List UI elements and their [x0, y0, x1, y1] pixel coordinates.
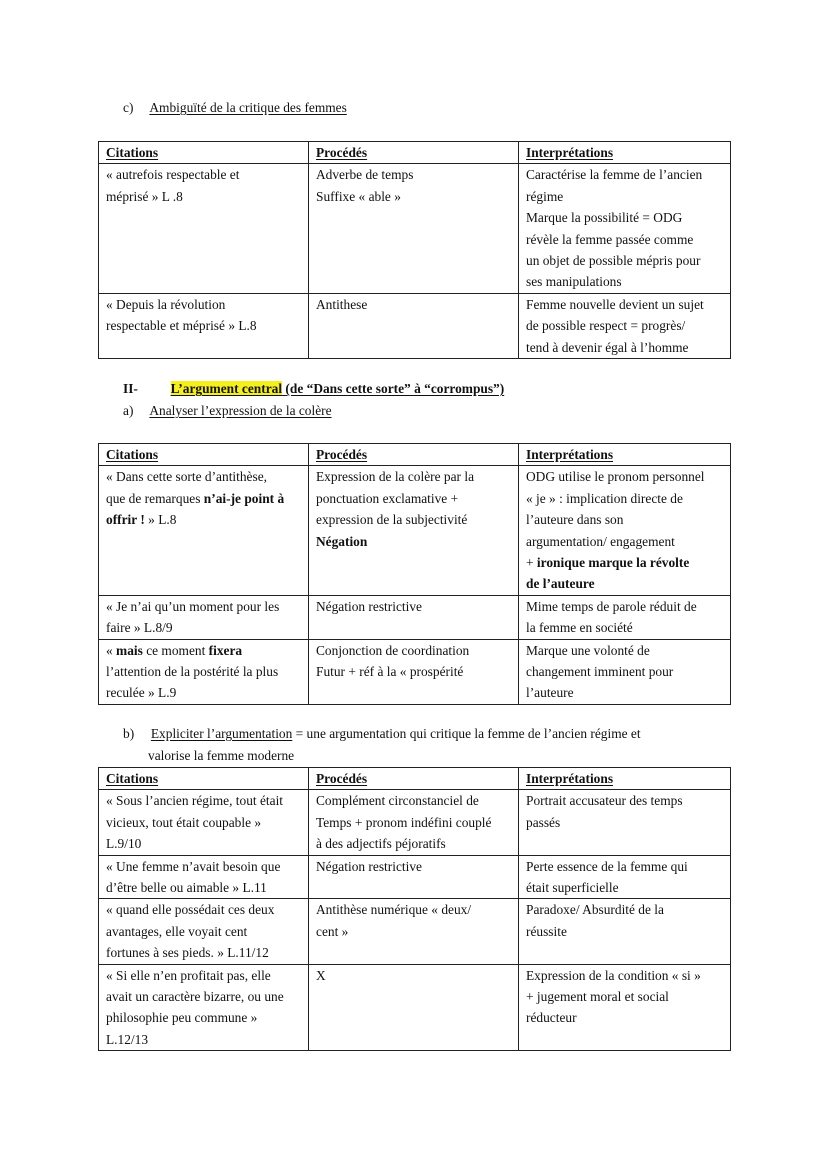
cell-line: révèle la femme passée comme	[526, 231, 694, 247]
cell-line: Suffixe « able »	[316, 188, 401, 204]
cell-interpretation	[519, 964, 731, 1051]
cell-citation	[99, 639, 309, 704]
cell-line: Mime temps de parole réduit de	[526, 598, 697, 614]
section-c-letter: c)	[123, 100, 134, 115]
cell-line: expression de la subjectivité	[316, 512, 468, 528]
section-b-title: Expliciter l’argumentation	[150, 726, 293, 741]
cell-line: X	[316, 967, 326, 983]
cell-line: l’auteure dans son	[526, 512, 624, 528]
cell-procede	[309, 964, 519, 1051]
cell-line: passés	[526, 814, 561, 830]
cell-line: Perte essence de la femme qui	[526, 858, 688, 874]
table-argumentation	[98, 767, 731, 1051]
cell-citation	[99, 595, 309, 639]
cell-line: « Sous l’ancien régime, tout était	[106, 793, 284, 809]
cell-interpretation	[519, 790, 731, 855]
table-row	[99, 964, 731, 1051]
header-citations: Citations	[99, 768, 309, 790]
cell-line: de possible respect = progrès/	[526, 318, 686, 334]
cell-line: Conjonction de coordination	[316, 642, 470, 658]
table-row	[99, 466, 731, 595]
section-II-title-highlight: L’argument central	[170, 381, 283, 396]
cell-line: + ironique marque la révolte	[526, 555, 690, 571]
cell-line: offrir ! » L.8	[106, 512, 177, 528]
section-a-letter: a)	[123, 403, 134, 418]
cell-line: Femme nouvelle devient un sujet	[526, 296, 704, 312]
cell-line: la femme en société	[526, 620, 633, 636]
section-b-rest: = une argumentation qui critique la femme de l’ancien régime et	[292, 726, 641, 741]
section-II-title-rest: (de “Dans cette sorte” à “corrompus”)	[285, 381, 505, 396]
cell-line: L.12/13	[106, 1031, 149, 1047]
header-interpretations: Interprétations	[519, 142, 731, 164]
cell-line: argumentation/ engagement	[526, 533, 675, 549]
section-b-heading-line2: valorise la femme moderne	[148, 748, 295, 763]
cell-procede	[309, 639, 519, 704]
cell-line: faire » L.8/9	[106, 620, 173, 636]
section-b-heading	[123, 723, 641, 744]
table-ambiguite	[98, 141, 731, 359]
cell-procede	[309, 899, 519, 964]
cell-line: reculée » L.9	[106, 685, 177, 701]
cell-procede	[309, 293, 519, 358]
cell-interpretation	[519, 293, 731, 358]
cell-line: méprisé » L .8	[106, 188, 183, 204]
cell-line: que de remarques n’ai-je point à	[106, 490, 285, 506]
cell-line: Négation restrictive	[316, 598, 422, 614]
cell-interpretation	[519, 639, 731, 704]
cell-procede	[309, 466, 519, 595]
section-c-title: Ambiguïté de la critique des femmes	[149, 100, 347, 115]
cell-interpretation	[519, 595, 731, 639]
section-b-letter: b)	[123, 726, 135, 741]
header-interpretations: Interprétations	[519, 768, 731, 790]
table-row	[99, 639, 731, 704]
cell-line: régime	[526, 188, 564, 204]
cell-line: + jugement moral et social	[526, 989, 669, 1005]
cell-line: vicieux, tout était coupable »	[106, 814, 262, 830]
cell-line: Paradoxe/ Absurdité de la	[526, 902, 664, 918]
cell-line: Expression de la colère par la	[316, 469, 475, 485]
cell-line: changement imminent pour	[526, 664, 674, 680]
header-citations: Citations	[99, 444, 309, 466]
cell-line: tend à devenir égal à l’homme	[526, 339, 689, 355]
cell-line: Caractérise la femme de l’ancien	[526, 167, 703, 183]
cell-line: Adverbe de temps	[316, 167, 414, 183]
cell-line: respectable et méprisé » L.8	[106, 318, 257, 334]
section-II-number: II-	[123, 381, 138, 396]
cell-line: d’être belle ou aimable » L.11	[106, 880, 267, 896]
table-row	[99, 595, 731, 639]
cell-line: « Je n’ai qu’un moment pour les	[106, 598, 280, 614]
cell-line: Négation restrictive	[316, 858, 422, 874]
cell-line: réussite	[526, 923, 567, 939]
cell-citation	[99, 899, 309, 964]
table-row	[99, 164, 731, 293]
table-header-row	[99, 768, 731, 790]
cell-line: un objet de possible mépris pour	[526, 253, 701, 269]
cell-procede	[309, 595, 519, 639]
cell-line: ses manipulations	[526, 274, 622, 290]
cell-line: l’attention de la postérité la plus	[106, 664, 279, 680]
cell-line: Futur + réf à la « prospérité	[316, 664, 464, 680]
section-a-title: Analyser l’expression de la colère	[149, 403, 332, 418]
cell-line: l’auteure	[526, 685, 574, 701]
header-interpretations: Interprétations	[519, 444, 731, 466]
header-procedes: Procédés	[309, 768, 519, 790]
cell-line: fortunes à ses pieds. » L.11/12	[106, 945, 269, 961]
cell-line: Expression de la condition « si »	[526, 967, 701, 983]
cell-line: « je » : implication directe de	[526, 490, 683, 506]
header-citations: Citations	[99, 142, 309, 164]
table-header-row	[99, 142, 731, 164]
cell-line: ODG utilise le pronom personnel	[526, 469, 705, 485]
cell-line: « Dans cette sorte d’antithèse,	[106, 469, 268, 485]
cell-line: Marque une volonté de	[526, 642, 650, 658]
cell-line: Complément circonstanciel de	[316, 793, 479, 809]
cell-line: Antithèse numérique « deux/	[316, 902, 472, 918]
cell-interpretation	[519, 164, 731, 293]
table-row	[99, 790, 731, 855]
cell-line: Négation	[316, 533, 368, 549]
cell-line: avantages, elle voyait cent	[106, 923, 248, 939]
header-procedes: Procédés	[309, 444, 519, 466]
cell-line: philosophie peu commune »	[106, 1010, 258, 1026]
table-row	[99, 899, 731, 964]
cell-line: cent »	[316, 923, 349, 939]
cell-line: « autrefois respectable et	[106, 167, 240, 183]
cell-citation	[99, 164, 309, 293]
cell-line: Portrait accusateur des temps	[526, 793, 683, 809]
table-row	[99, 293, 731, 358]
cell-line: « mais ce moment fixera	[106, 642, 243, 658]
cell-line: réducteur	[526, 1010, 577, 1026]
cell-line: Antithese	[316, 296, 368, 312]
cell-procede	[309, 855, 519, 899]
cell-line: à des adjectifs péjoratifs	[316, 836, 446, 852]
cell-line: Marque la possibilité = ODG	[526, 210, 683, 226]
cell-citation	[99, 466, 309, 595]
cell-citation	[99, 855, 309, 899]
cell-line: « quand elle possédait ces deux	[106, 902, 275, 918]
cell-interpretation	[519, 855, 731, 899]
cell-line: Temps + pronom indéfini couplé	[316, 814, 492, 830]
cell-line: « Depuis la révolution	[106, 296, 226, 312]
cell-line: de l’auteure	[526, 576, 595, 592]
section-II-heading	[123, 378, 504, 399]
header-procedes: Procédés	[309, 142, 519, 164]
cell-citation	[99, 293, 309, 358]
cell-procede	[309, 164, 519, 293]
cell-interpretation	[519, 466, 731, 595]
section-c-heading	[123, 97, 347, 118]
section-a-heading	[123, 400, 332, 421]
cell-procede	[309, 790, 519, 855]
cell-line: était superficielle	[526, 880, 619, 896]
cell-interpretation	[519, 899, 731, 964]
cell-line: avait un caractère bizarre, ou une	[106, 989, 284, 1005]
cell-line: « Une femme n’avait besoin que	[106, 858, 281, 874]
cell-citation	[99, 790, 309, 855]
cell-line: « Si elle n’en profitait pas, elle	[106, 967, 271, 983]
cell-citation	[99, 964, 309, 1051]
table-colere	[98, 443, 731, 705]
cell-line: ponctuation exclamative +	[316, 490, 459, 506]
table-header-row	[99, 444, 731, 466]
table-row	[99, 855, 731, 899]
cell-line: L.9/10	[106, 836, 142, 852]
